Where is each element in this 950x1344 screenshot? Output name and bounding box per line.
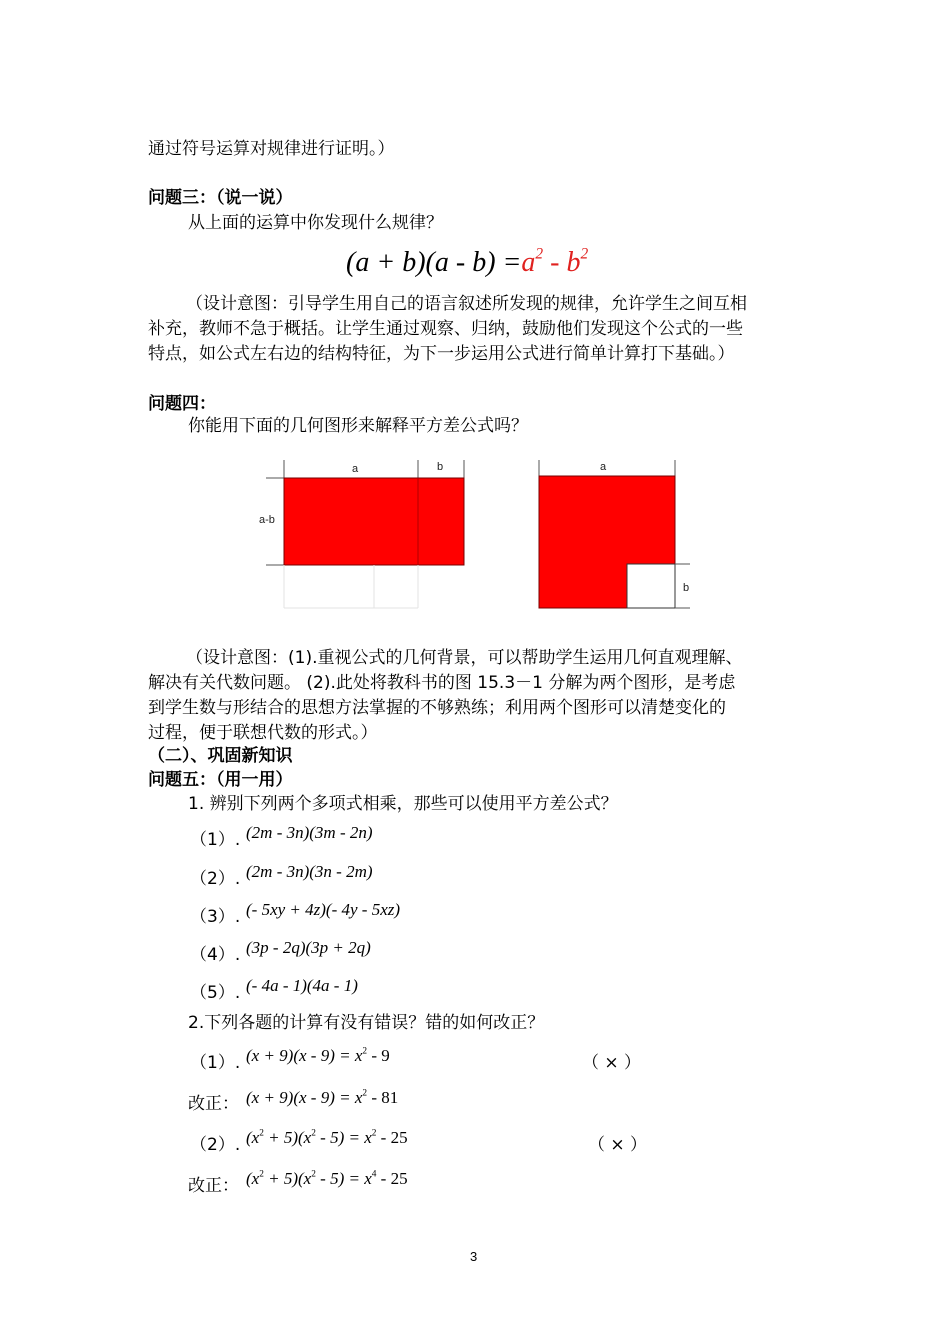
correction-1-label: 改正：: [188, 1094, 239, 1114]
correction-1-expr: [246, 1087, 398, 1109]
exercise-2-item-1-label: （1）.: [190, 1053, 241, 1073]
fix2-mid2: - 5) = x: [315, 1169, 372, 1188]
exercise-1-item-3-expr: (- 5xy + 4z)(- 4y - 5xz): [246, 900, 401, 919]
question-3-text: 从上面的运算中你发现什么规律？: [188, 213, 443, 233]
fix1-exp: 2: [362, 1088, 368, 1099]
ex2-2-tail: - 25: [376, 1128, 408, 1147]
exercise-1-item-1-label: （1）.: [190, 830, 241, 850]
left-label-b: b: [437, 461, 444, 473]
ex2-2-mid: + 5)(x: [263, 1128, 312, 1147]
exercise-2-item-1-expr: [246, 1045, 390, 1067]
difference-of-squares-formula: [346, 244, 588, 281]
design-intent-2-line-2: 解决有关代数问题。 (2).此处将教科书的图 15.3－1 分解为两个图形，是考虑: [148, 673, 736, 693]
formula-minus: -: [543, 247, 567, 278]
right-geometry-figure: [528, 458, 698, 613]
question-3-title: 问题三：（说一说）: [148, 188, 293, 208]
formula-exp-2: 2: [580, 245, 589, 263]
ex2-2-e2: 2: [311, 1128, 316, 1139]
design-intent-2-line-1: （设计意图：(1).重视公式的几何背景，可以帮助学生运用几何直观理解、: [186, 648, 743, 668]
fix1-main: (x + 9)(x - 9) = x: [246, 1088, 363, 1107]
ex2-2-e3: 2: [371, 1128, 377, 1139]
design-intent-1-line-3: 特点，如公式左右边的结构特征，为下一步运用公式进行简单计算打下基础。）: [148, 344, 735, 364]
exercise-1-item-5-expr: (- 4a - 1)(4a - 1): [246, 976, 358, 995]
exercise-1-item-4-expr: (3p - 2q)(3p + 2q): [246, 938, 371, 957]
question-4-title: 问题四：: [148, 394, 216, 414]
section-2-heading: （二）、巩固新知识: [148, 746, 293, 766]
correction-2-label: 改正：: [188, 1176, 239, 1196]
fix1-tail: - 81: [367, 1088, 399, 1107]
left-figure-svg: [258, 458, 478, 610]
exercise-2-item-2-mark: （ × ）: [588, 1135, 648, 1155]
design-intent-1-line-2: 补充，教师不急于概括。让学生通过观察、归纳，鼓励他们发现这个公式的一些: [148, 319, 743, 339]
ex2-1-main: (x + 9)(x - 9) = x: [246, 1046, 363, 1065]
question-4-text: 你能用下面的几何图形来解释平方差公式吗？: [188, 416, 528, 436]
ex2-2-pre: (x: [246, 1128, 260, 1147]
fix2-e1: 2: [259, 1169, 264, 1180]
exercise-2-item-1-mark: （ × ）: [582, 1053, 642, 1073]
formula-exp-1: 2: [535, 245, 544, 263]
exercise-1-item-2-expr: (2m - 3n)(3n - 2m): [246, 862, 373, 881]
fix2-e3: 4: [371, 1169, 377, 1180]
right-label-a: a: [600, 461, 607, 473]
ex2-2-mid2: - 5) = x: [315, 1128, 372, 1147]
correction-2-expr: [246, 1168, 408, 1190]
page-number: 3: [470, 1249, 478, 1264]
exercise-1-prompt: 1. 辨别下列两个多项式相乘，那些可以使用平方差公式？: [188, 794, 618, 814]
fix2-pre: (x: [246, 1169, 260, 1188]
exercise-1-item-3-label: （3）.: [190, 907, 241, 927]
question-5-title: 问题五：（用一用）: [148, 770, 293, 790]
left-label-a: a: [352, 463, 359, 475]
fix2-e2: 2: [311, 1169, 316, 1180]
intro-line: 通过符号运算对规律进行证明。）: [148, 139, 395, 159]
fix2-mid: + 5)(x: [263, 1169, 312, 1188]
left-red-rectangle: [284, 478, 464, 565]
design-intent-2-line-4: 过程，便于联想代数的形式。）: [148, 723, 378, 743]
left-geometry-figure: [258, 458, 478, 610]
design-intent-2-line-3: 到学生数与形结合的思想方法掌握的不够熟练；利用两个图形可以清楚变化的: [148, 698, 726, 718]
exercise-1-item-5-label: （5）.: [190, 983, 241, 1003]
exercise-1-item-1-expr: (2m - 3n)(3m - 2n): [246, 823, 373, 842]
fix2-tail: - 25: [376, 1169, 408, 1188]
exercise-2-item-2-expr: [246, 1127, 408, 1149]
right-white-square: [627, 564, 675, 608]
ex2-1-tail: - 9: [367, 1046, 390, 1065]
right-figure-svg: [528, 458, 698, 613]
exercise-1-item-2-label: （2）.: [190, 869, 241, 889]
formula-rhs-b: b: [566, 247, 581, 278]
left-label-a-minus-b: a-b: [259, 514, 275, 526]
formula-lhs: (a + b)(a - b) =: [346, 247, 522, 278]
exercise-2-prompt: 2.下列各题的计算有没有错误？错的如何改正？: [188, 1013, 545, 1033]
formula-rhs-a: a: [521, 247, 536, 278]
right-label-b: b: [683, 582, 690, 594]
ex2-2-e1: 2: [259, 1128, 264, 1139]
exercise-1-item-4-label: （4）.: [190, 945, 241, 965]
exercise-2-item-2-label: （2）.: [190, 1135, 241, 1155]
ex2-1-exp: 2: [362, 1046, 368, 1057]
design-intent-1-line-1: （设计意图：引导学生用自己的语言叙述所发现的规律，允许学生之间互相: [186, 294, 747, 314]
